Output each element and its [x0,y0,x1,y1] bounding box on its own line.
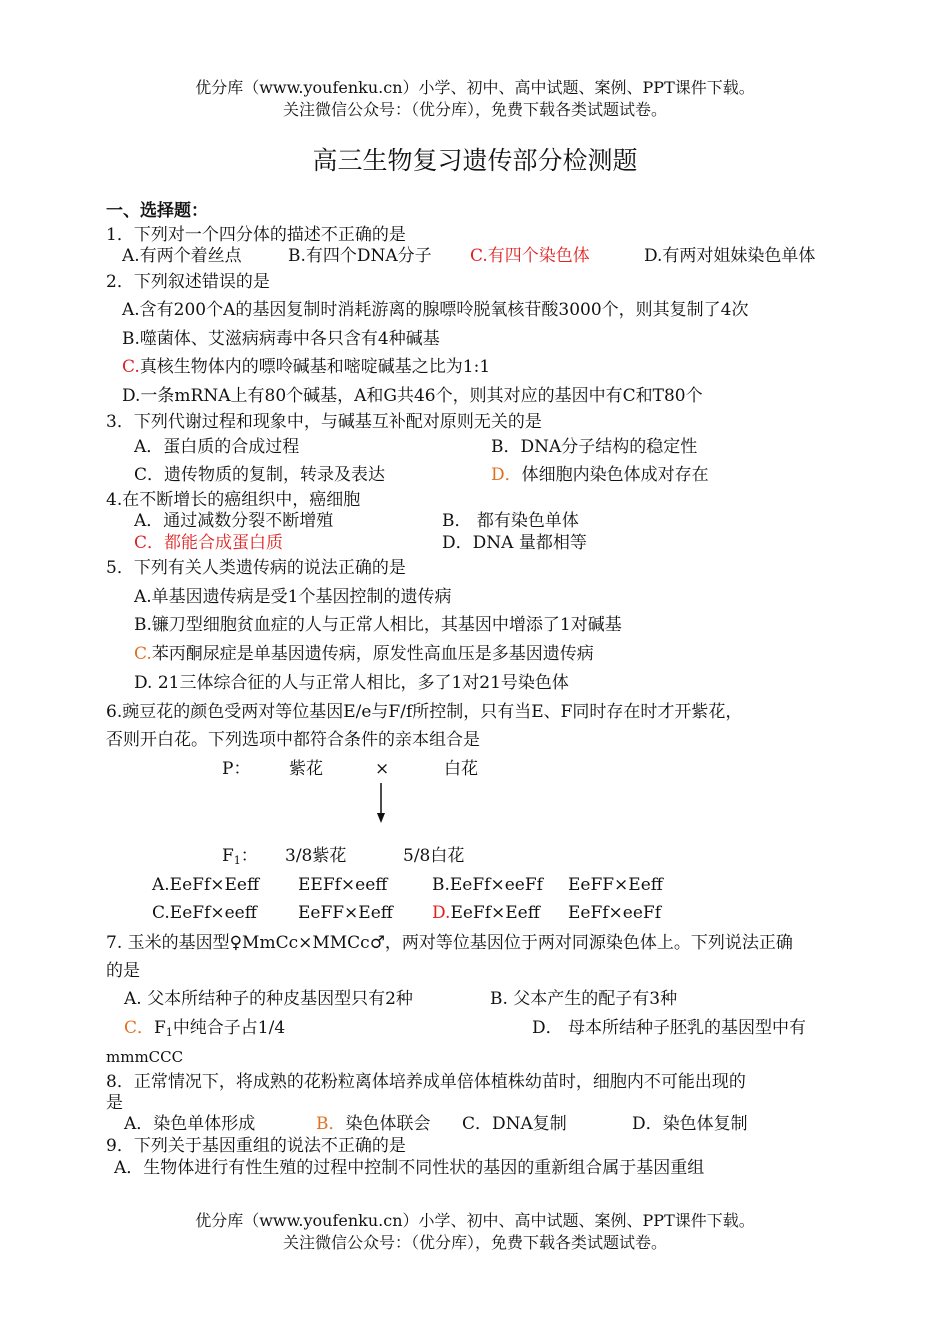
q8-option-a: A．染色单体形成 [124,1114,256,1134]
q1-option-b: B.有四个DNA分子 [288,246,432,266]
q7-option-d-continued: mmmCCC [106,1048,184,1066]
q3-option-d-letter: D． [491,465,522,485]
q6-option-b-1: B.EeFf×eeFf [432,875,543,895]
q2-option-d: D.一条mRNA上有80个碱基，A和G共46个，则其对应的基因中有C和T80个 [122,386,703,406]
q7-option-b: B. 父本产生的配子有3种 [490,989,678,1009]
q8-option-d: D．染色体复制 [632,1114,748,1134]
q7-stem-line-2: 的是 [106,961,140,981]
header-line-1: 优分库（www.youfenku.cn）小学、初中、高中试题、案例、PPT课件下载。 [195,78,755,97]
q2-stem: 2．下列叙述错误的是 [106,272,270,292]
q4-option-a: A．通过减数分裂不断增殖 [134,511,334,531]
q3-option-c: C．遗传物质的复制，转录及表达 [134,465,386,485]
q8-option-b-letter: B． [316,1114,346,1134]
q6-f1-purple: 3/8紫花 [285,846,347,866]
q1-stem: 1．下列对一个四分体的描述不正确的是 [106,225,406,245]
q2-option-b: B.噬菌体、艾滋病病毒中各只含有4种碱基 [122,329,440,349]
q2-option-a: A.含有200个A的基因复制时消耗游离的腺嘌呤脱氧核苷酸3000个，则其复制了4次 [122,300,749,320]
q8-option-c: C．DNA复制 [462,1114,567,1134]
q8-option-b [316,1113,431,1135]
q7-option-a: A. 父本所结种子的种皮基因型只有2种 [124,989,413,1009]
q5-option-d: D. 21三体综合征的人与正常人相比，多了1对21号染色体 [134,673,569,693]
q5-option-b: B.镰刀型细胞贫血症的人与正常人相比，其基因中增添了1对碱基 [134,615,622,635]
footer-line-2: 关注微信公众号：（优分库），免费下载各类试题试卷。 [282,1233,667,1252]
q4-option-d: D．DNA 量都相等 [442,533,587,553]
q6-option-c-2: EeFF×Eeff [298,903,393,923]
q3-option-d-text: 体细胞内染色体成对存在 [521,465,709,485]
q6-f1-label [222,845,258,872]
q6-option-d-text: EeFf×Eeff [450,903,540,923]
q6-f1-letter: F [222,846,234,866]
q6-option-a-2: EEFf×eeff [298,875,388,895]
q9-option-a: A．生物体进行有性生殖的过程中控制不同性状的基因的重新组合属于基因重组 [114,1158,705,1178]
q3-stem: 3．下列代谢过程和现象中，与碱基互补配对原则无关的是 [106,412,542,432]
q6-option-a-1: A.EeFf×Eeff [152,875,260,895]
q6-cross-symbol: × [375,759,390,779]
q5-stem: 5．下列有关人类遗传病的说法正确的是 [106,558,406,578]
q3-option-a: A．蛋白质的合成过程 [134,437,300,457]
q8-stem-line-1: 8．正常情况下，将成熟的花粉粒离体培养成单倍体植株幼苗时，细胞内不可能出现的 [106,1072,746,1092]
q7-option-c [124,1017,285,1044]
down-arrow-icon [376,783,386,823]
q7-stem-line-1: 7. 玉米的基因型♀MmCc×MMCc♂，两对等位基因位于两对同源染色体上。下列说法正确 [106,933,793,953]
q2-option-c-letter: C. [122,357,140,377]
q6-f1-subscript: 1 [233,854,241,867]
q4-stem: 4.在不断增长的癌组织中，癌细胞 [106,490,361,510]
q6-p-label: P： [222,759,251,779]
section-heading: 一、选择题： [106,201,208,221]
q8-stem-line-2: 是 [106,1093,123,1113]
q7-option-c-letter: C． [124,1018,155,1038]
q6-p-white: 白花 [444,759,478,779]
q1-option-c: C.有四个染色体 [470,246,590,266]
q5-option-a: A.单基因遗传病是受1个基因控制的遗传病 [134,587,452,607]
q6-f1-white: 5/8白花 [403,846,465,866]
q1-option-d: D.有两对姐妹染色单体 [644,246,816,266]
q7-option-d: D． 母本所结种子胚乳的基因型中有 [532,1018,807,1038]
q2-option-c [122,356,490,378]
q5-option-c-letter: C. [134,644,152,664]
q6-option-d-1 [432,902,540,924]
q6-option-c-1: C.EeFf×eeff [152,903,257,923]
q4-option-b: B． 都有染色单体 [442,511,579,531]
q6-option-d-letter: D. [432,903,451,923]
q6-option-d-2: EeFf×eeFf [568,903,662,923]
q5-option-c [134,643,594,665]
q4-option-c: C．都能合成蛋白质 [134,533,284,553]
footer-line-1: 优分库（www.youfenku.cn）小学、初中、高中试题、案例、PPT课件下载。 [195,1211,755,1230]
q7-option-c-f: F [154,1018,166,1038]
q7-option-c-subscript: 1 [165,1026,173,1039]
header-line-2: 关注微信公众号：（优分库），免费下载各类试题试卷。 [282,100,667,119]
q6-option-b-2: EeFF×Eeff [568,875,663,895]
q6-stem-line-2: 否则开白花。下列选项中都符合条件的亲本组合是 [106,730,480,750]
page-title: 高三生物复习遗传部分检测题 [312,146,638,175]
q7-option-c-text: 中纯合子占1/4 [172,1018,286,1038]
q5-option-c-text: 苯丙酮尿症是单基因遗传病，原发性高血压是多基因遗传病 [151,644,594,664]
q1-option-a: A.有两个着丝点 [122,246,242,266]
q9-stem: 9．下列关于基因重组的说法不正确的是 [106,1136,406,1156]
q8-option-b-text: 染色体联会 [345,1114,431,1134]
q6-stem-line-1: 6.豌豆花的颜色受两对等位基因E/e与F/f所控制，只有当E、F同时存在时才开紫花， [106,702,743,722]
q2-option-c-text: 真核生物体内的嘌呤碱基和嘧啶碱基之比为1:1 [139,357,491,377]
q6-p-purple: 紫花 [289,759,323,779]
q3-option-d [491,464,709,486]
q3-option-b: B．DNA分子结构的稳定性 [491,437,698,457]
q6-f1-colon: ： [240,846,258,866]
